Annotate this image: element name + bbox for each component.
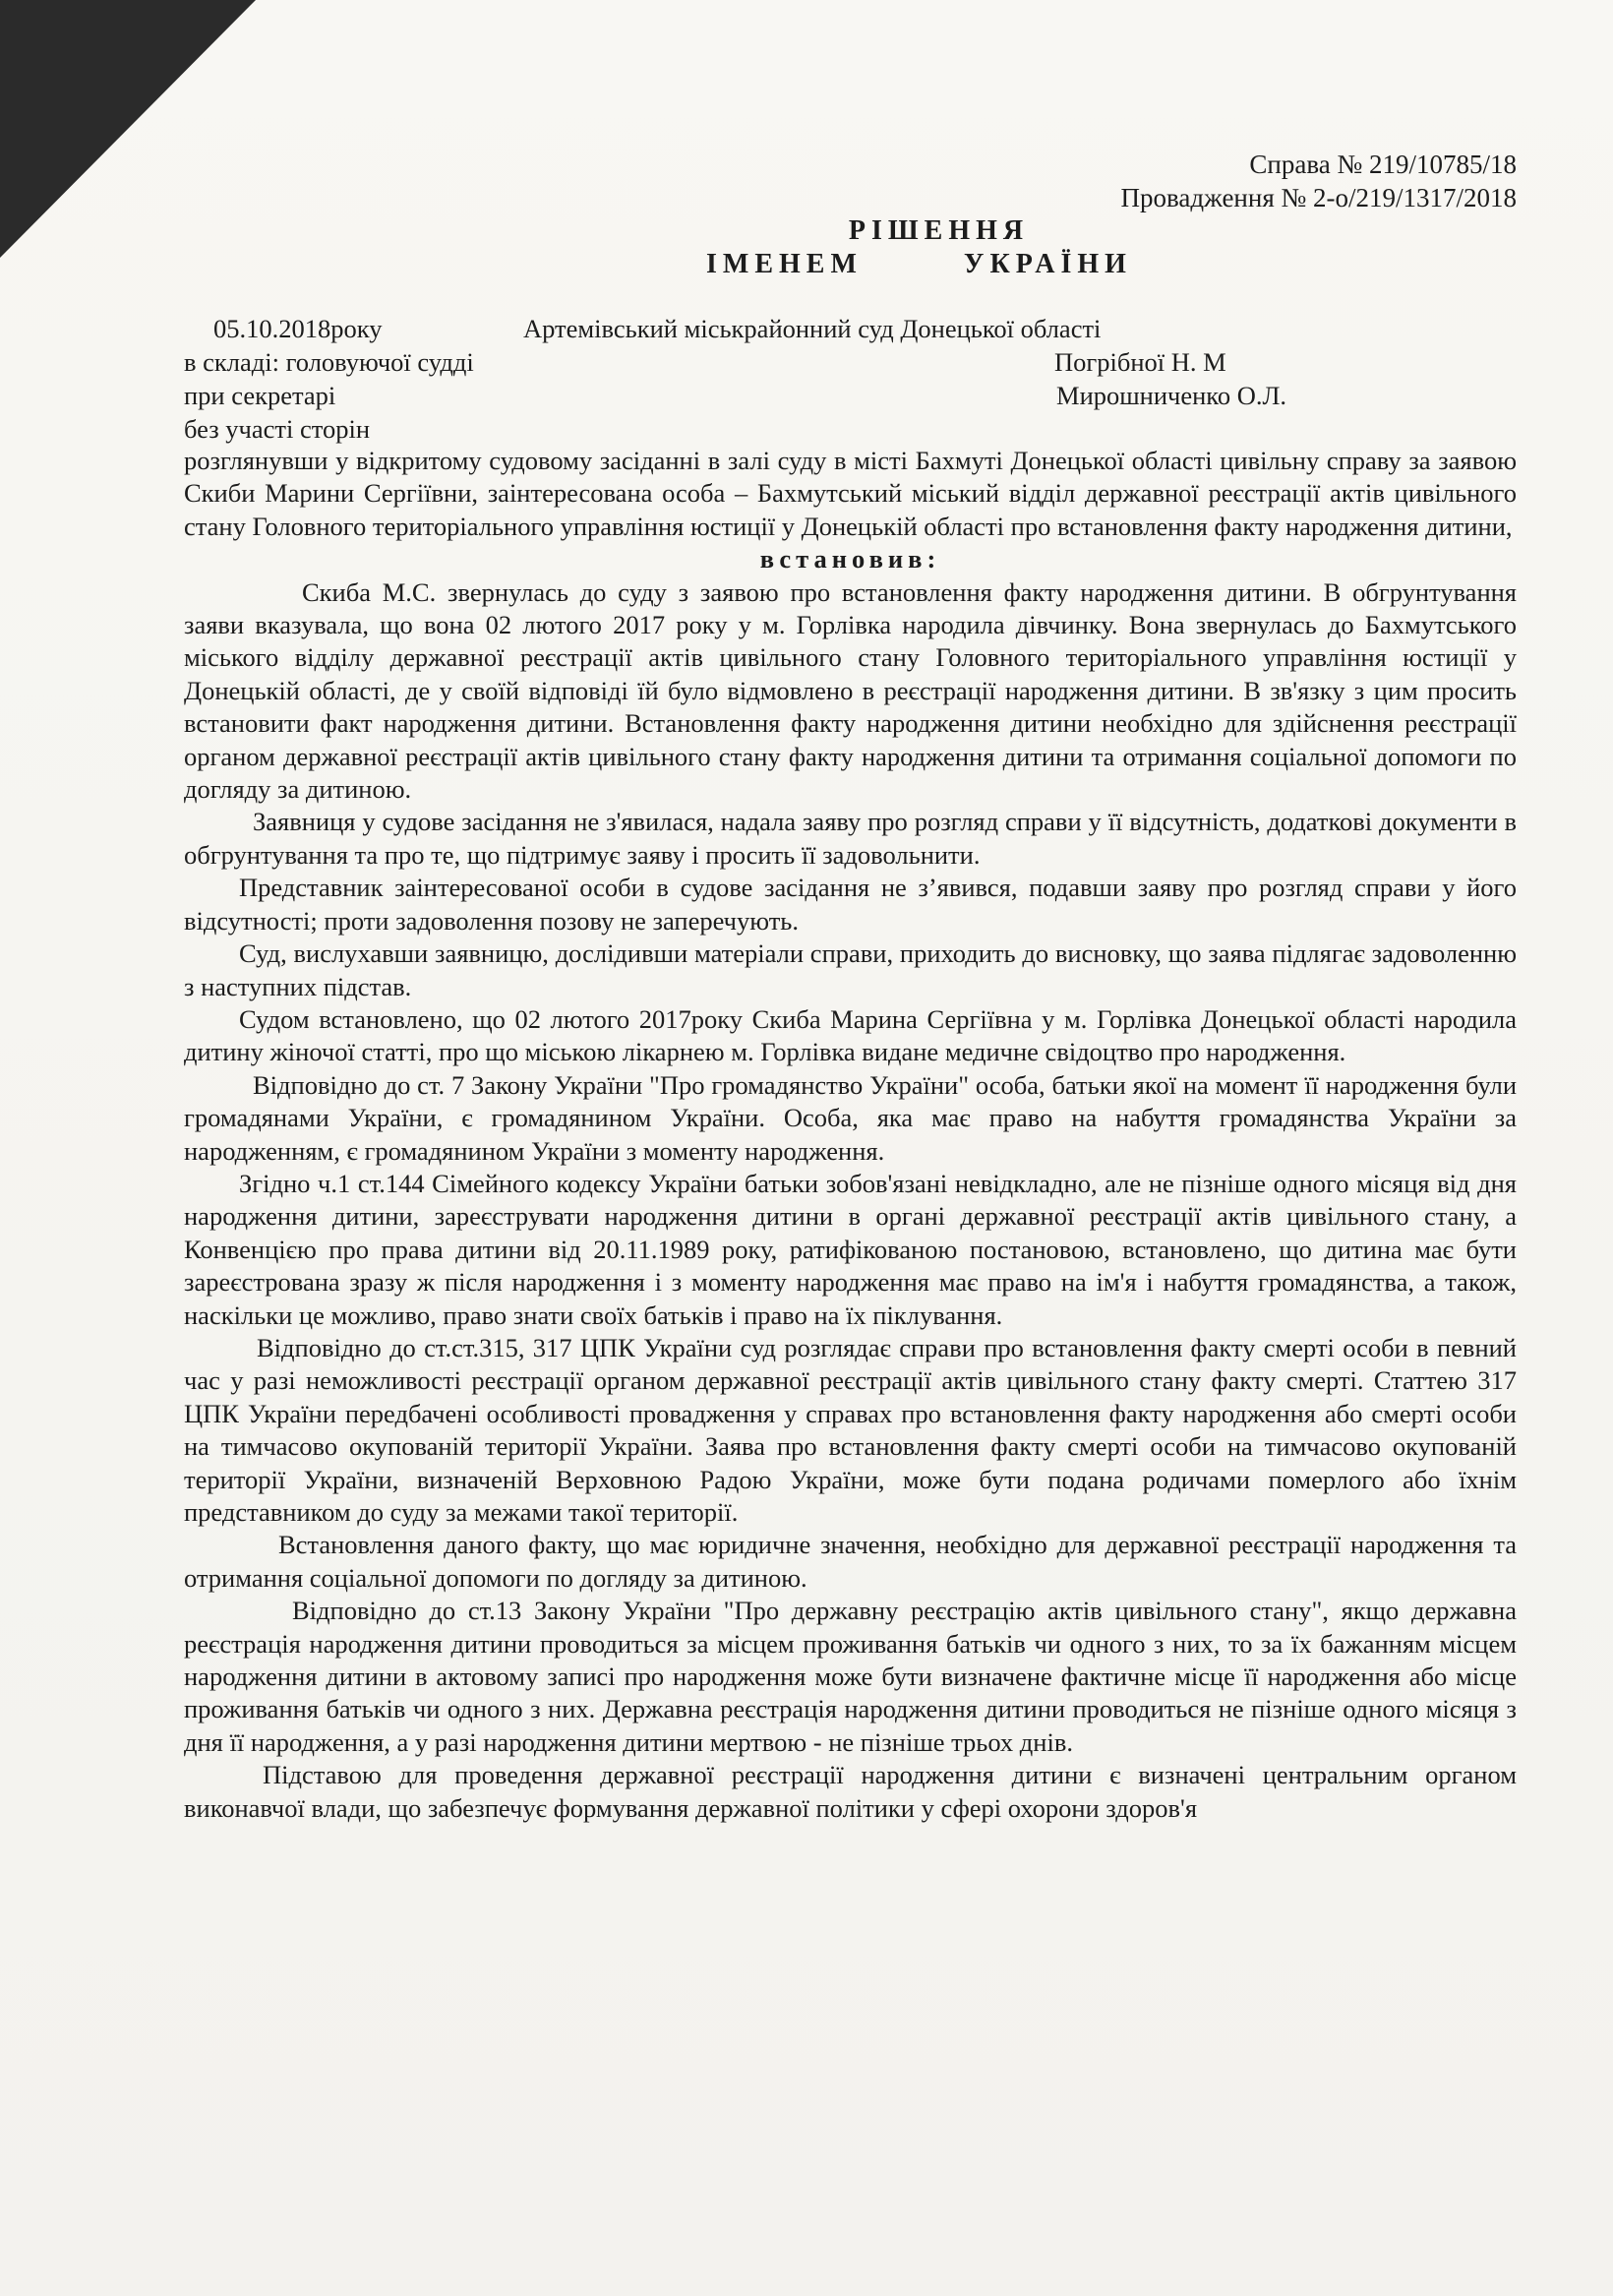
paragraph-intro: розглянувши у відкритому судовому засіданні в залі суду в місті Бахмуті Донецької області цивільну справу за заявою Скиби Марини Сергіївни, заінтересована особа – Бахмутський міський відділ державної реєстрації актів цивільного стану Головного територіального управління юстиції у Донецькій області про встановлення факту народження дитини, — [184, 446, 1517, 541]
decision-body — [184, 445, 1517, 1825]
intro-date-line — [184, 313, 1517, 345]
paragraph: Суд, вислухавши заявницю, дослідивши матеріали справи, приходить до висновку, що заява підлягає задоволенню з наступних підстав. — [184, 938, 1517, 1001]
paragraph: Відповідно до ст.13 Закону України "Про державну реєстрацію актів цивільного стану", якщо державна реєстрація народження дитини проводиться за місцем проживання батьків чи одного з них, то за їх бажанням місцем народження дитини в актовому записі про народження може бути визначене фактичне місце її народження або місце проживання батьків чи одного з них. Державна реєстрація народження дитини проводиться не пізніше одного місяця з дня її народження, а у разі народження дитини мертвою - не пізніше трьох днів. — [184, 1596, 1517, 1757]
subtitle-part-1: ІМЕНЕМ — [706, 249, 863, 279]
paragraph: Встановлення даного факту, що має юридичне значення, необхідно для державної реєстрації народження та отримання соціальної допомоги по догляду за дитиною. — [184, 1530, 1517, 1593]
case-number: Справа № 219/10785/18 — [1249, 150, 1517, 179]
subtitle-part-2: УКРАЇНИ — [963, 249, 1132, 279]
case-info — [1121, 148, 1517, 214]
document-subtitle — [184, 248, 1517, 280]
paragraph: Заявниця у судове засідання не з'явилася, надала заяву про розгляд справи у її відсутність, додаткові документи в обгрунтування та про те, що підтримує заяву і просить її задовольнити. — [184, 807, 1517, 870]
proceeding-number: Провадження № 2-о/219/1317/2018 — [1120, 183, 1517, 212]
paragraph: Згідно ч.1 ст.144 Сімейного кодексу України батьки зобов'язані невідкладно, але не пізніше одного місяця від дня народження дитини, зареєструвати народження дитини в органі державної реєстрації актів цивільного стану, а Конвенцією про права дитини від 20.11.1989 року, ратифікованою постановою, встановлено, що дитина має бути зареєстрована зразу ж після народження і з моменту народження має право на ім'я і набуття громадянства, а також, наскільки це можливо, право знати своїх батьків і право на їх піклування. — [184, 1168, 1517, 1330]
document-title: РІШЕННЯ — [848, 215, 1030, 246]
secretary-label: при секретарі — [184, 381, 336, 410]
paragraph: Скиба М.С. звернулась до суду з заявою про встановлення факту народження дитини. В обгрунтування заяви вказувала, що вона 02 лютого 2017 року у м. Горлівка народила дівчинку. Вона звернулась до Бахмутського міського відділу державної реєстрації актів цивільного стану Головного територіального управління юстиції у Донецькій області, де у своїй відповіді їй було відмовлено в реєстрації народження дитини. В зв'язку з цим просить встановити факт народження дитини. Встановлення факту народження дитини необхідно для здійснення реєстрації органом державної реєстрації актів цивільного стану факту народження дитини та отримання соціальної допомоги по догляду за дитиною. — [184, 576, 1517, 805]
composition-line — [184, 346, 1517, 379]
judge-name: Погрібної Н. М — [1054, 347, 1226, 377]
court-name: Артемівський міськрайонний суд Донецької області — [523, 314, 1102, 343]
paragraph: Відповідно до ст.ст.315, 317 ЦПК України суд розглядає справи про встановлення факту смерті особи в певний час у разі неможливості реєстрації органом державної реєстрації актів цивільного стану факту смерті. Статтею 317 ЦПК України передбачені особливості провадження у справах про встановлення факту народження або смерті особи на тимчасово окупованій території України. Заява про встановлення факту смерті особи на тимчасово окупованій території України, визначеній Верховною Радою України, може бути подана родичами померлого або їхнім представником до суду за межами такої території. — [184, 1332, 1517, 1527]
composition-label: в складі: головуючої судді — [184, 347, 474, 377]
decision-date: 05.10.2018року — [213, 314, 383, 343]
paragraph: Відповідно до ст. 7 Закону України "Про громадянство України" особа, батьки якої на момент її народження були громадянами України, є громадянином України. Особа, яка має право на набуття громадянства України за народженням, є громадянином України з моменту народження. — [184, 1069, 1517, 1166]
secretary-line — [184, 380, 1517, 412]
paragraph: Представник заінтересованої особи в судове засідання не з’явився, подавши заяву про розгляд справи у його відсутності; проти задоволення позову не заперечують. — [184, 873, 1517, 936]
parties-line: без участі сторін — [184, 414, 371, 444]
paragraph: Судом встановлено, що 02 лютого 2017року Скиба Марина Сергіївна у м. Горлівка Донецької області народила дитину жіночої статті, про що міською лікарнею м. Горлівка видане медичне свідоцтво про народження. — [184, 1003, 1517, 1067]
paragraph: Підставою для проведення державної реєстрації народження дитини є визначені центральним органом виконавчої влади, що забезпечує формування державної політики у сфері охорони здоров'я — [184, 1760, 1517, 1823]
secretary-name: Мирошниченко О.Л. — [1056, 381, 1287, 410]
section-heading: встановив: — [759, 544, 941, 574]
